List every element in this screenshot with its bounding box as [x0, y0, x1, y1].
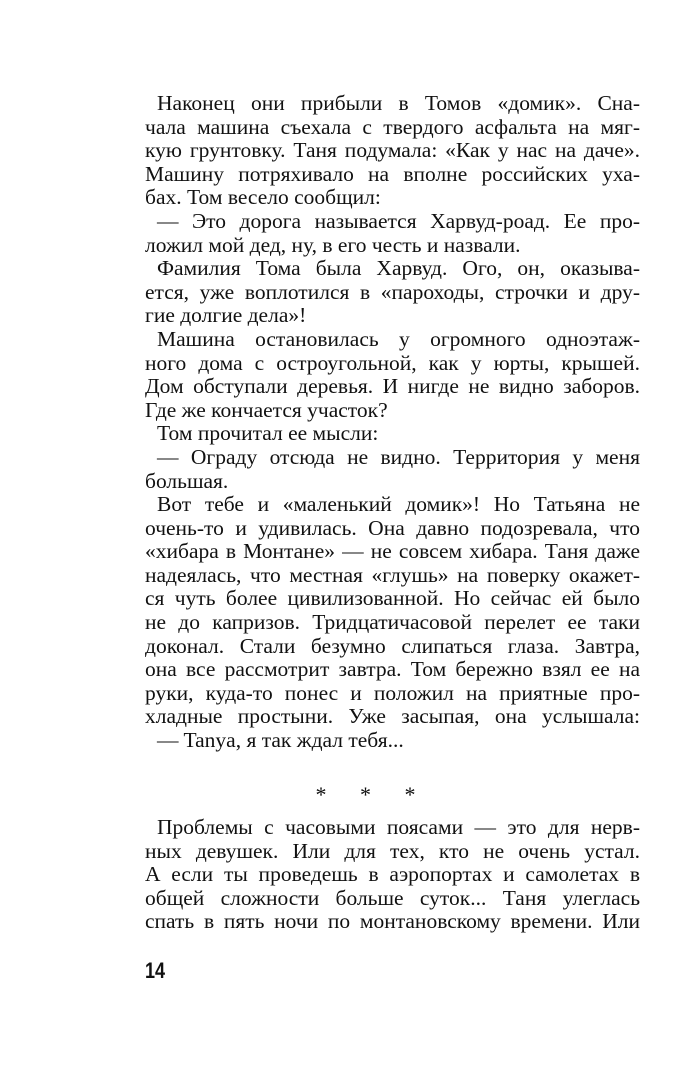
text-line: Проблемы с часовыми поясами — это для нерв-: [157, 815, 640, 839]
text-line: Фамилия Тома была Харвуд. Ого, он, оказыва-: [157, 256, 640, 281]
text-line: кую грунтовку. Таня подумала: «Как у нас на даче».: [145, 138, 640, 163]
text-line: надеялась, что местная «глушь» на поверку окажет-: [145, 562, 640, 587]
text-line: «хибара в Монтане» — не совсем хибара. Таня даже: [145, 539, 640, 564]
text-line: Машина остановилась у огромного одноэтаж-: [157, 326, 640, 351]
text-line: — Это дорога называется Харвуд-роад. Ее про-: [157, 208, 640, 233]
text-line: ложил мой дед, ну, в его честь и назвали.: [145, 232, 521, 257]
text-line: А если ты проведешь в аэропортах и самолетах в: [145, 862, 640, 887]
text-line: доконал. Стали безумно слипаться глаза. Завтра,: [145, 633, 640, 658]
section-separator: * * *: [315, 782, 430, 807]
text-line: ных девушек. Или для тех, кто не очень устал.: [145, 838, 640, 863]
text-line: руки, куда-то понес и положил на приятные про-: [145, 680, 640, 705]
main-text-block: [145, 92, 640, 753]
text-line: гие долгие дела»!: [145, 303, 307, 328]
text-line: — Tanya, я так ждал тебя...: [157, 728, 404, 753]
text-line: общей сложности больше суток... Таня улеглась: [145, 885, 640, 910]
text-line: Машину потряхивало на вполне российских уха-: [145, 161, 640, 186]
text-line: бах. Том весело сообщил:: [145, 185, 381, 210]
text-line: чала машина съехала с твердого асфальта на мяг-: [145, 114, 640, 139]
text-line: ного дома с остроугольной, как у юрты, крышей.: [145, 350, 640, 375]
text-line: Наконец они прибыли в Томов «домик». Сна-: [157, 91, 640, 115]
text-line: Том прочитал ее мысли:: [157, 421, 379, 446]
text-line: ется, уже воплотился в «пароходы, строчки и дру-: [145, 279, 640, 304]
text-line: ся чуть более цивилизованной. Но сейчас ей было: [145, 586, 640, 611]
text-line: Дом обступали деревья. И нигде не видно заборов.: [145, 374, 640, 399]
text-line: очень-то и удивилась. Она давно подозревала, что: [145, 515, 640, 540]
text-line: большая.: [145, 468, 229, 493]
text-line: Вот тебе и «маленький домик»! Но Татьяна не: [157, 492, 640, 517]
text-line: Где же кончается участок?: [145, 397, 388, 422]
text-line: спать в пять ночи по монтановскому времени. Или: [145, 909, 640, 934]
text-line: она все рассмотрит завтра. Том бережно взял ее на: [145, 657, 640, 682]
continuation-text-block: [145, 816, 640, 934]
text-line: — Ограду отсюда не видно. Территория у меня: [157, 444, 640, 469]
text-line: не до капризов. Тридцатичасовой перелет ее таки: [145, 610, 640, 635]
text-line: хладные простыни. Уже засыпая, она услышала:: [145, 704, 640, 729]
page-number: 14: [145, 958, 166, 983]
